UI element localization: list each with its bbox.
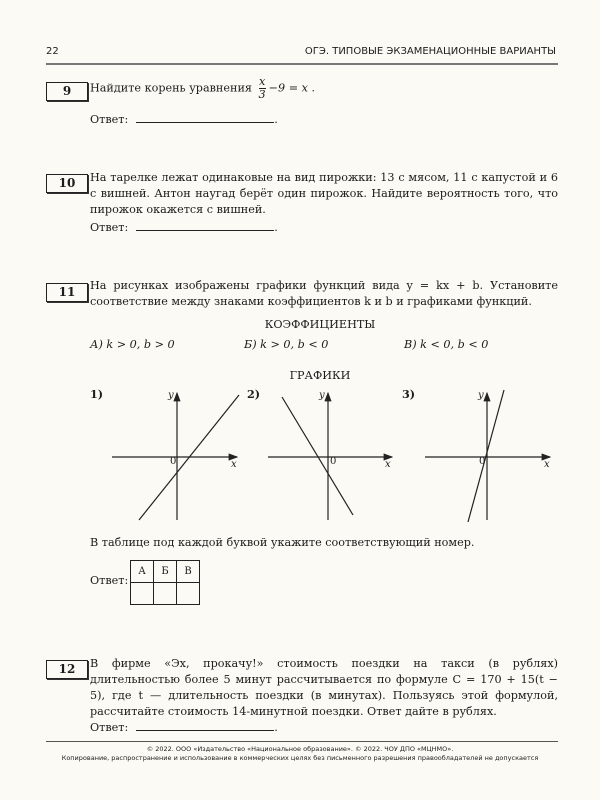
graph1-x-label: x bbox=[231, 459, 237, 470]
option-b: Б) k > 0, b < 0 bbox=[244, 338, 329, 351]
graph-label-1: 1) bbox=[90, 387, 104, 401]
task-9-text: Найдите корень уравнения $\frac{x}{3}$ −9 = x . bbox=[90, 75, 316, 101]
table-instruction: В таблице под каждой буквой укажите соответствующий номер. bbox=[90, 536, 475, 549]
coef-heading: КОЭФФИЦИЕНТЫ bbox=[264, 318, 376, 331]
footer-rule bbox=[46, 741, 558, 742]
graphs-heading: ГРАФИКИ bbox=[289, 369, 351, 382]
answer-label-11: Ответ: bbox=[90, 574, 129, 587]
answer-line-9[interactable]: Ответ: . bbox=[90, 113, 278, 126]
task-number-9: 9 bbox=[46, 82, 88, 101]
fraction: $\frac{x}{3}$ bbox=[258, 75, 266, 101]
answer-line-12[interactable]: Ответ: . bbox=[90, 721, 278, 734]
footer-notice: Копирование, распространение и использование в коммерческих целях без письменного разрешения правообладателей не допускается bbox=[61, 754, 539, 762]
task-number-10: 10 bbox=[46, 174, 88, 193]
graph3-x-label: x bbox=[544, 459, 550, 470]
footer-copyright: © 2022. ООО «Издательство «Национальное образование». © 2022. ЧОУ ДПО «МЦНМО». bbox=[146, 745, 454, 753]
task-number-11: 11 bbox=[46, 283, 88, 302]
graph3-y-label: y bbox=[478, 390, 484, 401]
graph3-origin: 0 bbox=[479, 456, 486, 467]
answer-cell-b[interactable] bbox=[154, 583, 177, 605]
task-10-text: На тарелке лежат одинаковые на вид пирожки: 13 с мясом, 11 с капустой и 6 с вишней. Антон наугад берёт один пирожок. Найдите вероятность того, что пирожок окажется с вишней. bbox=[90, 171, 558, 216]
answer-cell-a[interactable] bbox=[131, 583, 154, 605]
graph2-x-label: x bbox=[385, 459, 391, 470]
graph-label-2: 2) bbox=[247, 387, 261, 401]
header-v: В bbox=[177, 561, 200, 583]
graph3-line bbox=[468, 390, 504, 522]
option-v: В) k < 0, b < 0 bbox=[404, 338, 489, 351]
answer-table bbox=[130, 560, 200, 605]
task-12-text: В фирме «Эх, прокачу!» стоимость поездки на такси (в рублях) длительностью более 5 минут рассчитывается по формуле C = 170 + 15(t − 5), где t — длительность поездки (в минутах). Пользуясь этой формулой, рассчитайте стоимость 14-минутной поездки. Ответ дайте в рублях. bbox=[90, 657, 558, 718]
graph1-y-label: y bbox=[168, 390, 174, 401]
graph1-origin: 0 bbox=[170, 456, 177, 467]
running-title: ОГЭ. ТИПОВЫЕ ЭКЗАМЕНАЦИОННЫЕ ВАРИАНТЫ bbox=[304, 46, 556, 57]
graph2-y-label: y bbox=[319, 390, 325, 401]
graph2-line bbox=[282, 397, 353, 515]
task-11-text: На рисунках изображены графики функций вида y = kx + b. Установите соответствие между знаками коэффициентов k и b и графиками функций. bbox=[90, 279, 558, 308]
header-a: А bbox=[131, 561, 154, 583]
task-9-prompt: Найдите корень уравнения bbox=[90, 81, 252, 95]
option-a: А) k > 0, b > 0 bbox=[90, 338, 175, 351]
page-number: 22 bbox=[46, 46, 59, 57]
answer-cell-v[interactable] bbox=[177, 583, 200, 605]
task-number-12: 12 bbox=[46, 660, 88, 679]
graph2-origin: 0 bbox=[330, 456, 337, 467]
header-b: Б bbox=[154, 561, 177, 583]
answer-line-10[interactable]: Ответ: . bbox=[90, 221, 278, 234]
graph-label-3: 3) bbox=[402, 387, 416, 401]
